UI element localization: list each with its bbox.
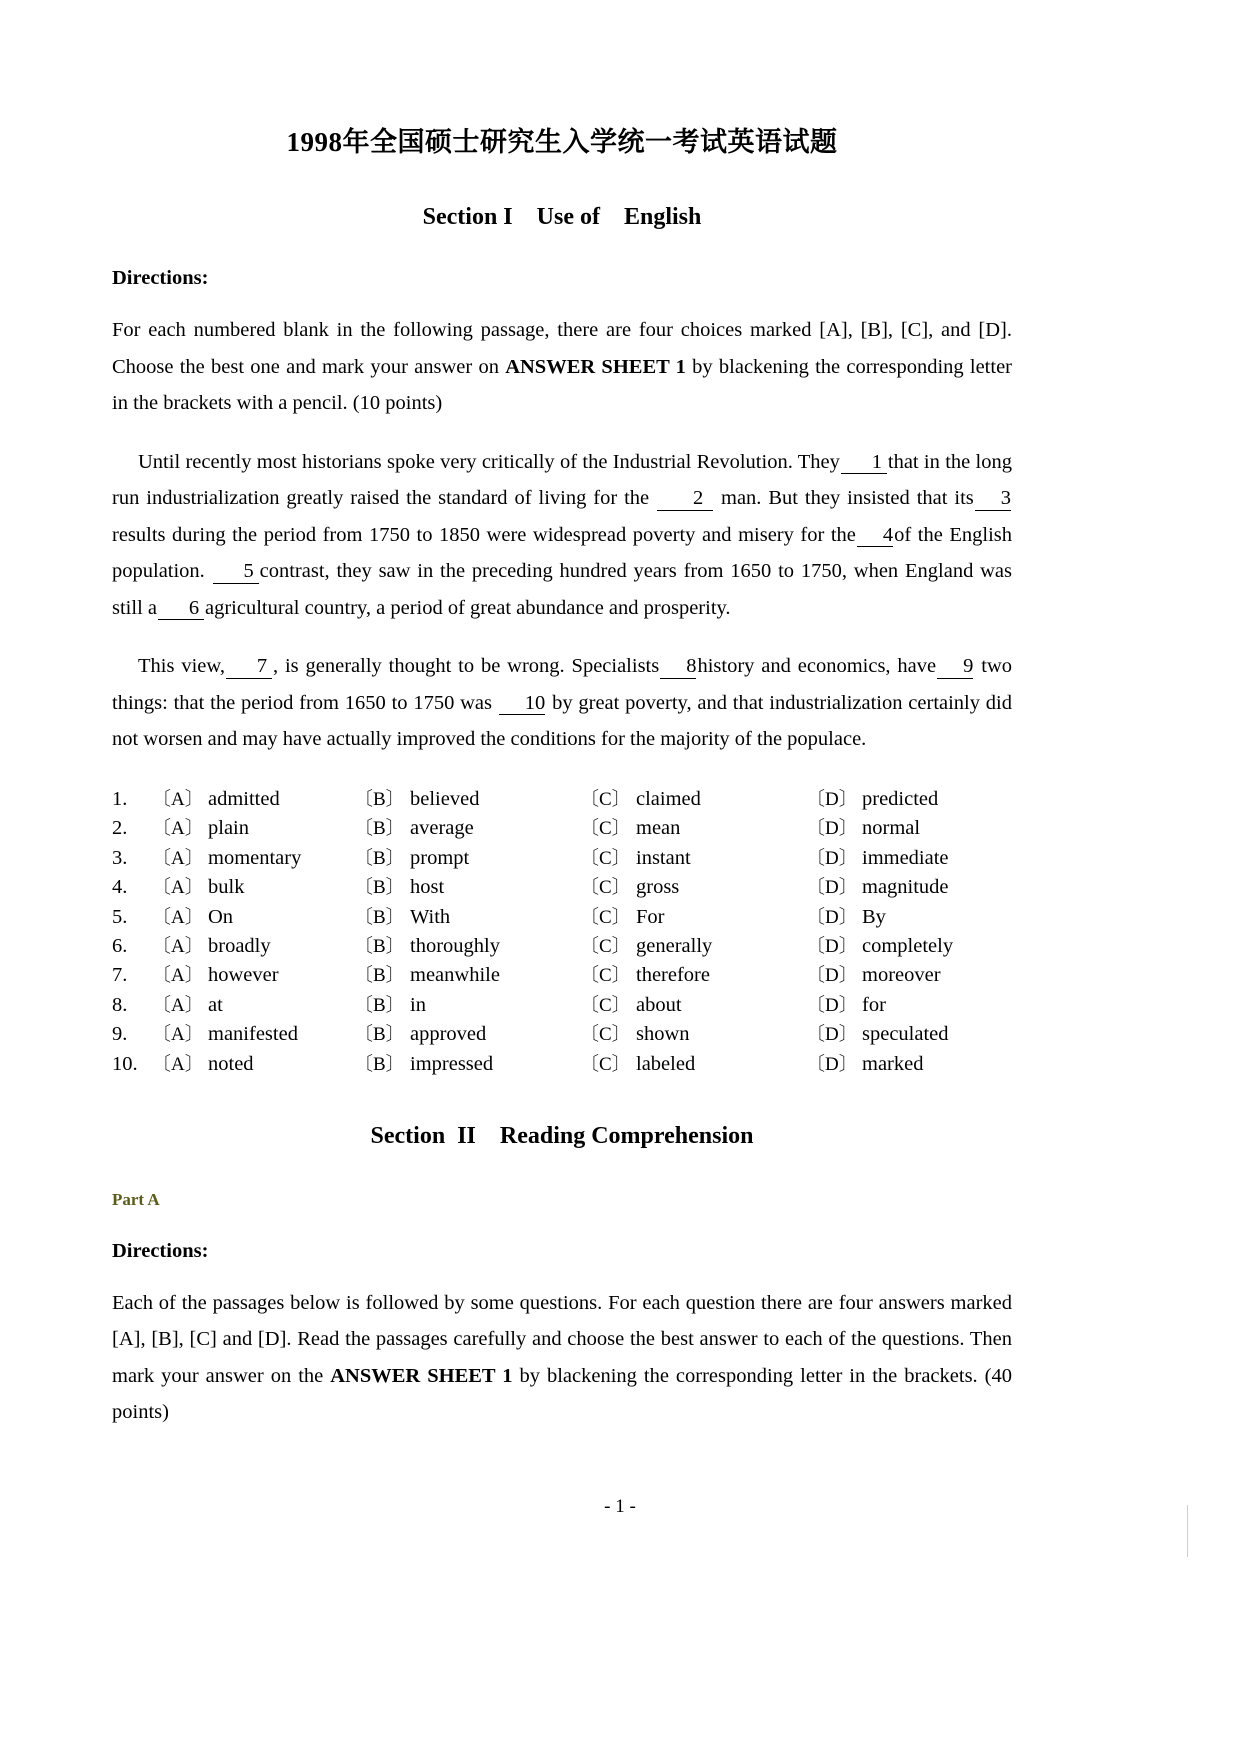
option-tag-a[interactable]: 〔A〕	[152, 1024, 204, 1046]
page-footer	[0, 1496, 1240, 1518]
directions-text-part-2: by blackening the corresponding letter in the brackets. (40 points)	[112, 1364, 1012, 1424]
option-tag-c[interactable]: 〔C〕	[580, 1053, 631, 1075]
option-text-a[interactable]: at	[208, 993, 223, 1016]
option-text-c[interactable]: For	[636, 905, 665, 928]
option-tag-d[interactable]: 〔D〕	[806, 847, 858, 869]
option-tag-b[interactable]: 〔B〕	[354, 818, 405, 840]
option-text-b[interactable]: believed	[410, 787, 480, 810]
option-row	[112, 873, 1012, 902]
passage-text: Until recently most historians spoke very critically of the Industrial Revolution. They	[138, 450, 840, 473]
passage-text: man. But they insisted that its	[721, 487, 974, 510]
blank-4: 4	[857, 525, 893, 548]
option-text-c[interactable]: shown	[636, 1023, 690, 1046]
option-row	[112, 814, 1012, 843]
option-text-d[interactable]: By	[862, 905, 886, 928]
page-content	[112, 0, 1012, 1431]
cloze-paragraph-1	[112, 444, 1012, 627]
blank-10: 10	[499, 693, 546, 716]
option-tag-a[interactable]: 〔A〕	[152, 788, 204, 810]
option-text-a[interactable]: On	[208, 905, 234, 928]
option-number: 3.	[112, 846, 128, 869]
option-number: 10.	[112, 1052, 138, 1075]
option-number: 7.	[112, 964, 128, 987]
cloze-paragraph-2	[112, 648, 1012, 758]
option-tag-c[interactable]: 〔C〕	[580, 1024, 631, 1046]
option-text-c[interactable]: gross	[636, 876, 680, 899]
option-text-b[interactable]: approved	[410, 1023, 487, 1046]
option-text-c[interactable]: therefore	[636, 964, 710, 987]
option-tag-a[interactable]: 〔A〕	[152, 965, 204, 987]
passage-text: of the English population.	[112, 523, 1012, 583]
blank-6: 6	[158, 598, 204, 621]
section-2-directions-label: Directions:	[112, 1239, 209, 1262]
answer-sheet-emphasis: ANSWER SHEET 1	[330, 1364, 513, 1387]
option-number: 9.	[112, 1023, 128, 1046]
blank-7: 7	[226, 656, 272, 679]
option-tag-d[interactable]: 〔D〕	[806, 877, 858, 899]
option-number: 1.	[112, 787, 128, 810]
option-text-d[interactable]: speculated	[862, 1023, 949, 1046]
option-text-a[interactable]: bulk	[208, 876, 245, 899]
blank-9: 9	[937, 656, 973, 679]
option-tag-a[interactable]: 〔A〕	[152, 935, 204, 957]
option-number: 6.	[112, 934, 128, 957]
option-tag-a[interactable]: 〔A〕	[152, 1053, 204, 1075]
option-text-a[interactable]: admitted	[208, 787, 280, 810]
option-row	[112, 785, 1012, 814]
option-text-d[interactable]: immediate	[862, 846, 949, 869]
option-tag-b[interactable]: 〔B〕	[354, 994, 405, 1016]
option-tag-d[interactable]: 〔D〕	[806, 906, 858, 928]
passage-text: history and economics, have	[697, 655, 937, 678]
option-tag-c[interactable]: 〔C〕	[580, 847, 631, 869]
option-tag-a[interactable]: 〔A〕	[152, 818, 204, 840]
option-row	[112, 961, 1012, 990]
option-tag-a[interactable]: 〔A〕	[152, 906, 204, 928]
option-tag-d[interactable]: 〔D〕	[806, 818, 858, 840]
option-number: 5.	[112, 905, 128, 928]
option-tag-b[interactable]: 〔B〕	[354, 847, 405, 869]
option-text-d[interactable]: marked	[862, 1052, 924, 1075]
option-text-d[interactable]: completely	[862, 934, 954, 957]
options-body	[112, 785, 1012, 1079]
section-1-directions-text	[112, 312, 1012, 422]
section-2-directions-text	[112, 1285, 1012, 1431]
option-text-c[interactable]: labeled	[636, 1052, 696, 1075]
option-text-b[interactable]: meanwhile	[410, 964, 500, 987]
option-text-a[interactable]: broadly	[208, 934, 271, 957]
directions-text-part-2: by blackening the corresponding letter in the brackets with a pencil. (10 points)	[112, 355, 1012, 415]
option-tag-c[interactable]: 〔C〕	[580, 788, 631, 810]
section-1-heading: Section I Use of English	[422, 204, 702, 231]
passage-text: contrast, they saw in the preceding hundred years from 1650 to 1750, when England was still a	[112, 560, 1013, 619]
option-row	[112, 903, 1012, 932]
option-tag-d[interactable]: 〔D〕	[806, 1024, 858, 1046]
blank-5: 5	[213, 561, 259, 584]
option-tag-b[interactable]: 〔B〕	[354, 788, 405, 810]
option-row	[112, 991, 1012, 1020]
option-text-a[interactable]: plain	[208, 817, 249, 840]
option-text-c[interactable]: instant	[636, 846, 691, 869]
option-row	[112, 1020, 1012, 1049]
option-text-b[interactable]: impressed	[410, 1052, 494, 1075]
section-2-heading: Section II Reading Comprehension	[370, 1122, 754, 1149]
option-number: 8.	[112, 993, 128, 1016]
option-text-c[interactable]: mean	[636, 817, 681, 840]
option-row	[112, 844, 1012, 873]
option-text-a[interactable]: however	[208, 964, 279, 987]
option-text-d[interactable]: for	[862, 993, 886, 1016]
option-tag-d[interactable]: 〔D〕	[806, 935, 858, 957]
option-text-b[interactable]: in	[410, 993, 426, 1016]
option-tag-c[interactable]: 〔C〕	[580, 877, 631, 899]
passage-text: that in the long run industrialization greatly raised the standard of living for the	[112, 450, 1012, 510]
option-text-a[interactable]: momentary	[208, 846, 302, 869]
option-row	[112, 1050, 1012, 1079]
option-text-a[interactable]: manifested	[208, 1023, 298, 1046]
option-tag-c[interactable]: 〔C〕	[580, 994, 631, 1016]
passage-text: , is generally thought to be wrong. Specialists	[272, 655, 660, 678]
option-tag-b[interactable]: 〔B〕	[354, 906, 405, 928]
option-tag-d[interactable]: 〔D〕	[806, 1053, 858, 1075]
option-tag-a[interactable]: 〔A〕	[152, 994, 204, 1016]
passage-text: results during the period from 1750 to 1850 were widespread poverty and misery for the	[112, 523, 856, 546]
option-text-d[interactable]: predicted	[862, 787, 939, 810]
answer-sheet-emphasis: ANSWER SHEET 1	[505, 355, 686, 378]
option-tag-d[interactable]: 〔D〕	[806, 965, 858, 987]
option-tag-b[interactable]: 〔B〕	[354, 877, 405, 899]
option-tag-b[interactable]: 〔B〕	[354, 965, 405, 987]
passage-text: This view,	[138, 655, 225, 678]
options-table	[112, 785, 1012, 1079]
option-tag-b[interactable]: 〔B〕	[354, 1024, 405, 1046]
option-text-c[interactable]: generally	[636, 934, 713, 957]
option-text-b[interactable]: With	[410, 905, 451, 928]
blank-3: 3	[975, 488, 1011, 511]
option-tag-c[interactable]: 〔C〕	[580, 906, 631, 928]
option-tag-d[interactable]: 〔D〕	[806, 788, 858, 810]
option-text-b[interactable]: host	[410, 876, 445, 899]
option-number: 4.	[112, 876, 128, 899]
option-text-a[interactable]: noted	[208, 1052, 254, 1075]
page-number: - 1 -	[604, 1496, 636, 1517]
blank-2: 2	[657, 488, 713, 511]
option-text-b[interactable]: thoroughly	[410, 934, 500, 957]
option-text-b[interactable]: prompt	[410, 846, 470, 869]
option-tag-c[interactable]: 〔C〕	[580, 965, 631, 987]
directions-text-part-1: For each numbered blank in the following passage, there are four choices marked [A], [B], [C], and [D]. Choose the best one and mark your answer on	[112, 319, 1012, 378]
option-text-c[interactable]: about	[636, 993, 682, 1016]
page-title: 1998年全国硕士研究生入学统一考试英语试题	[286, 127, 838, 157]
scan-edge-mark	[1187, 1505, 1188, 1557]
option-text-c[interactable]: claimed	[636, 787, 701, 810]
option-row	[112, 932, 1012, 961]
option-tag-b[interactable]: 〔B〕	[354, 935, 405, 957]
option-text-b[interactable]: average	[410, 817, 474, 840]
option-tag-a[interactable]: 〔A〕	[152, 877, 204, 899]
option-number: 2.	[112, 817, 128, 840]
blank-8: 8	[660, 656, 696, 679]
section-1-directions-label: Directions:	[112, 267, 209, 290]
passage-text: by great poverty, and that industrialization certainly did not worsen and may have actually improved the conditions for the majority of the populace.	[112, 691, 1012, 751]
option-text-d[interactable]: magnitude	[862, 876, 949, 899]
option-tag-c[interactable]: 〔C〕	[580, 818, 631, 840]
option-tag-c[interactable]: 〔C〕	[580, 935, 631, 957]
passage-text: agricultural country, a period of great abundance and prosperity.	[204, 596, 731, 619]
passage-text: two things: that the period from 1650 to 1750 was	[112, 655, 1012, 714]
blank-1: 1	[841, 452, 887, 475]
option-text-d[interactable]: moreover	[862, 964, 941, 987]
option-tag-a[interactable]: 〔A〕	[152, 847, 204, 869]
option-tag-b[interactable]: 〔B〕	[354, 1053, 405, 1075]
directions-text-part-1: Each of the passages below is followed by some questions. For each question there are four answers marked [A], [B], [C] and [D]. Read the passages carefully and choose the best answer to each of the questions. Then mark your answer on the	[112, 1291, 1012, 1387]
option-tag-d[interactable]: 〔D〕	[806, 994, 858, 1016]
option-text-d[interactable]: normal	[862, 817, 921, 840]
part-a-label: Part A	[112, 1189, 160, 1209]
